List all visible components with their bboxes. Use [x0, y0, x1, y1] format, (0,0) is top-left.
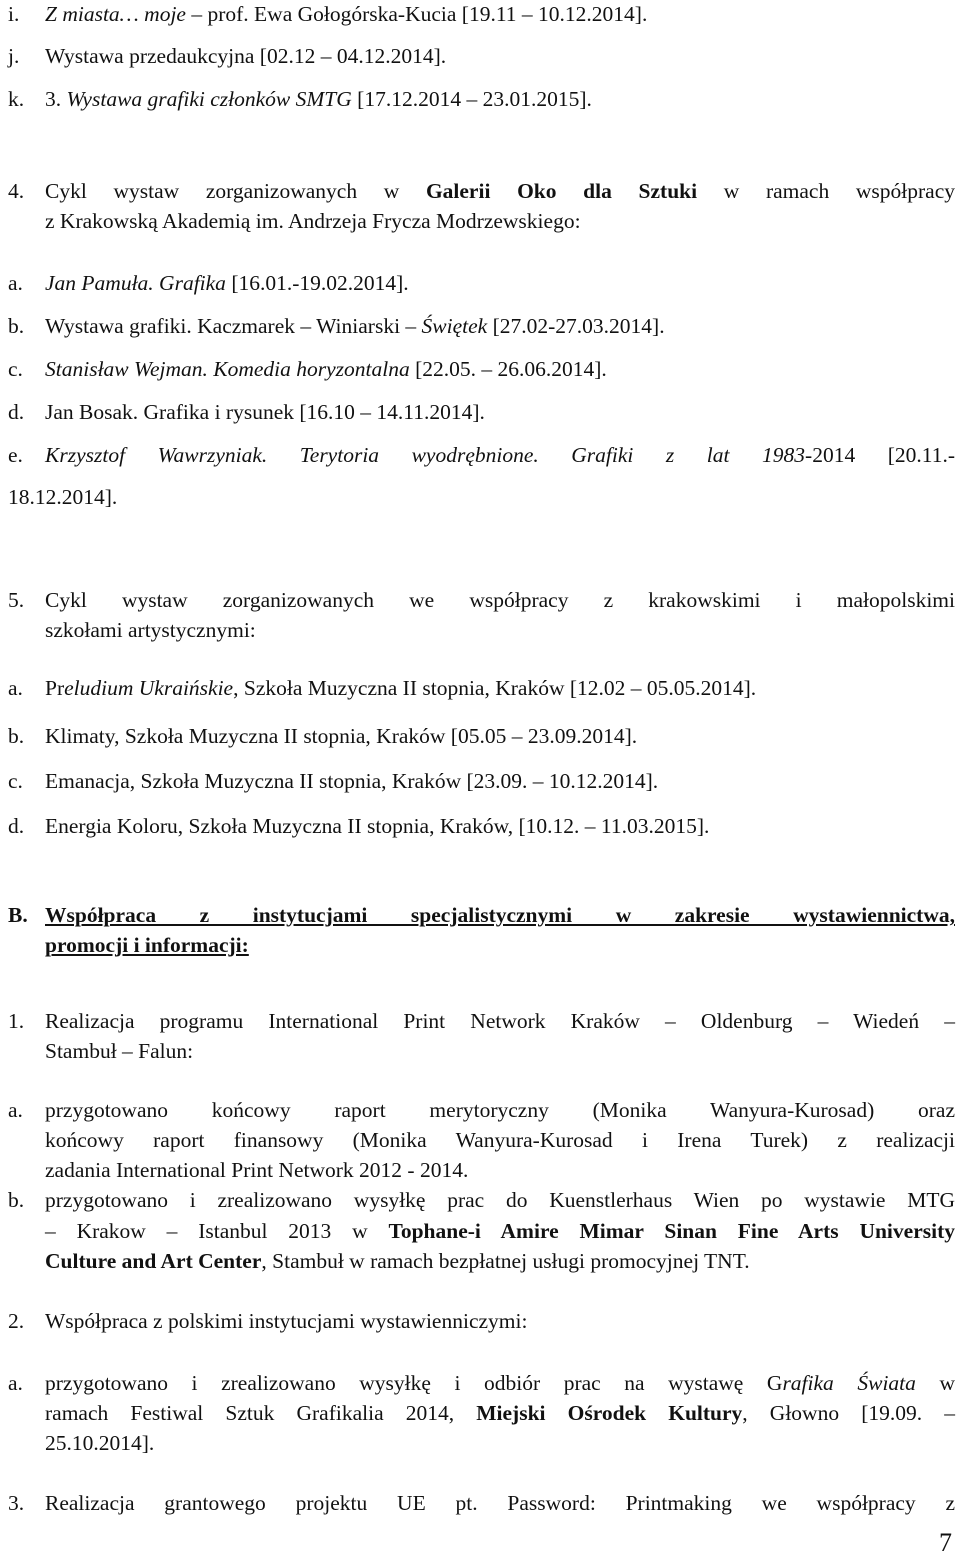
item-text: Wystawa grafiki. Kaczmarek – Winiarski – Świętek [27.02-27.03.2014]. [45, 314, 665, 338]
item-marker: d. [8, 400, 25, 424]
item-text: Wystawa przedaukcyjna [02.12 – 04.12.2014]. [45, 44, 447, 68]
item-text: Energia Koloru, Szkoła Muzyczna II stopnia, Kraków, [10.12. – 11.03.2015]. [45, 814, 710, 838]
item-number: 2. [8, 1309, 25, 1333]
item-marker: a. [8, 1371, 23, 1395]
item-text: Z miasta… moje – prof. Ewa Gołogórska-Kucia [19.11 – 10.12.2014]. [45, 2, 648, 26]
item-text: Realizacja grantowego projektu UE pt. Password: Printmaking we współpracy z [45, 1491, 955, 1515]
item-text: Emanacja, Szkoła Muzyczna II stopnia, Kraków [23.09. – 10.12.2014]. [45, 769, 659, 793]
item-marker: c. [8, 769, 23, 793]
item-marker: j. [8, 44, 20, 68]
section-number: 5. [8, 588, 25, 612]
item-number: 1. [8, 1009, 25, 1033]
item-text: Współpraca z polskimi instytucjami wystawienniczymi: [45, 1309, 528, 1333]
section-text: Cykl wystaw zorganizowanych we współpracy z krakowskimi i małopolskimi [45, 588, 955, 612]
item-text: Realizacja programu International Print Network Kraków – Oldenburg – Wiedeń – [45, 1009, 955, 1033]
item-text: Jan Bosak. Grafika i rysunek [16.10 – 14.11.2014]. [45, 400, 485, 424]
item-marker: k. [8, 87, 25, 111]
page-number: 7 [939, 1528, 952, 1557]
section-text: Współpraca z instytucjami specjalistycznymi w zakresie wystawiennictwa, [45, 903, 955, 927]
item-text: Krzysztof Wawrzyniak. Terytoria wyodrębnione. Grafiki z lat 1983-2014 [20.11.- [45, 443, 955, 467]
section-marker: B. [8, 903, 28, 927]
item-text: Stanisław Wejman. Komedia horyzontalna [22.05. – 26.06.2014]. [45, 357, 607, 381]
item-text: 3. Wystawa grafiki członków SMTG [17.12.2014 – 23.01.2015]. [45, 87, 592, 111]
item-marker: e. [8, 443, 23, 467]
item-marker: d. [8, 814, 25, 838]
item-marker: b. [8, 724, 25, 748]
item-marker: i. [8, 2, 20, 26]
item-marker: a. [8, 271, 23, 295]
item-marker: a. [8, 1098, 23, 1122]
item-number: 3. [8, 1491, 25, 1515]
item-text: Preludium Ukraińskie, Szkoła Muzyczna II stopnia, Kraków [12.02 – 05.05.2014]. [45, 676, 757, 700]
item-marker: b. [8, 1188, 25, 1212]
section-text: Cykl wystaw zorganizowanych w Galerii Oko dla Sztuki w ramach współpracy [45, 179, 955, 203]
item-text: Jan Pamuła. Grafika [16.01.-19.02.2014]. [45, 271, 409, 295]
item-marker: a. [8, 676, 23, 700]
item-text: Klimaty, Szkoła Muzyczna II stopnia, Kraków [05.05 – 23.09.2014]. [45, 724, 638, 748]
document-page: i. Z miasta… moje – prof. Ewa Gołogórska-Kucia [19.11 – 10.12.2014]. j. Wystawa przedaukcyjna [02.12 – 04.12.2014]. k. 3. Wystawa grafiki członków SMTG [17.12.2014 – 23.01.2015]. 4. Cykl wystaw zorganizowanych w Galerii Oko dla Sztuki w ramach współpracy z Krakowską Akademią im. Andrzeja Frycza Modrzewskiego: a. Jan Pamuła. Grafika [16.01.-19.02.2014]. b. Wystawa grafiki. Kaczmarek – Winiarski – Świętek [27.02-27.03.2014]. c. Stanisław Wejman. Komedia horyzontalna [22.05. – 26.06.2014]. d. Jan Bosak. Grafika i rysunek [16.10 – 14.11.2014]. e. Krzysztof Wawrzyniak. Terytoria wyodrębnione. Grafiki z lat 1983-2014 [20.11.- 18.12.2014]. 5. Cykl wystaw zorganizowanych we współpracy z krakowskimi i małopolskimi szkołami artystycznymi: a. Preludium Ukraińskie, Szkoła Muzyczna II stopnia, Kraków [12.02 – 05.05.2014]. b. Klimaty, Szkoła Muzyczna II stopnia, Kraków [05.05 – 23.09.2014]. c. Emanacja, Szkoła Muzyczna II stopnia, Kraków [23.09. – 10.12.2014]. d. Energia Koloru, Szkoła Muzyczna II stopnia, Kraków, [10.12. – 11.03.2015]. B. Współpraca z instytucjami specjalistycznymi w zakresie wystawiennictwa, promocji i informacji: 1. Realizacja programu International Print Network Kraków – Oldenburg – Wiedeń – Stambuł – Falun: a. przygotowano końcowy raport merytoryczny (Monika Wanyura-Kurosad) oraz końcowy raport finansowy (Monika Wanyura-Kurosad i Irena Turek) z realizacji zadania International Print Network 2012 - 2014. b. przygotowano i zrealizowano wysyłkę prac do Kuenstlerhaus Wien po wystawie MTG – Krakow – Istanbul 2013 w Tophane-i Amire Mimar Sinan Fine Arts University Culture and Art Center, Stambuł w ramach bezpłatnej usługi promocyjnej TNT. 2. Współpraca z polskimi instytucjami wystawienniczymi: a. przygotowano i zrealizowano wysyłkę i odbiór prac na wystawę Grafika Świata w ramach Festiwal Sztuk Grafikalia 2014, Miejski Ośrodek Kultury, Głowno [19.09. – 25.10.2014]. 3. Realizacja grantowego projektu UE pt. Password: Printmaking we współpracy z 7 [0, 0, 960, 1564]
section-number: 4. [8, 179, 25, 203]
item-marker: c. [8, 357, 23, 381]
item-marker: b. [8, 314, 25, 338]
